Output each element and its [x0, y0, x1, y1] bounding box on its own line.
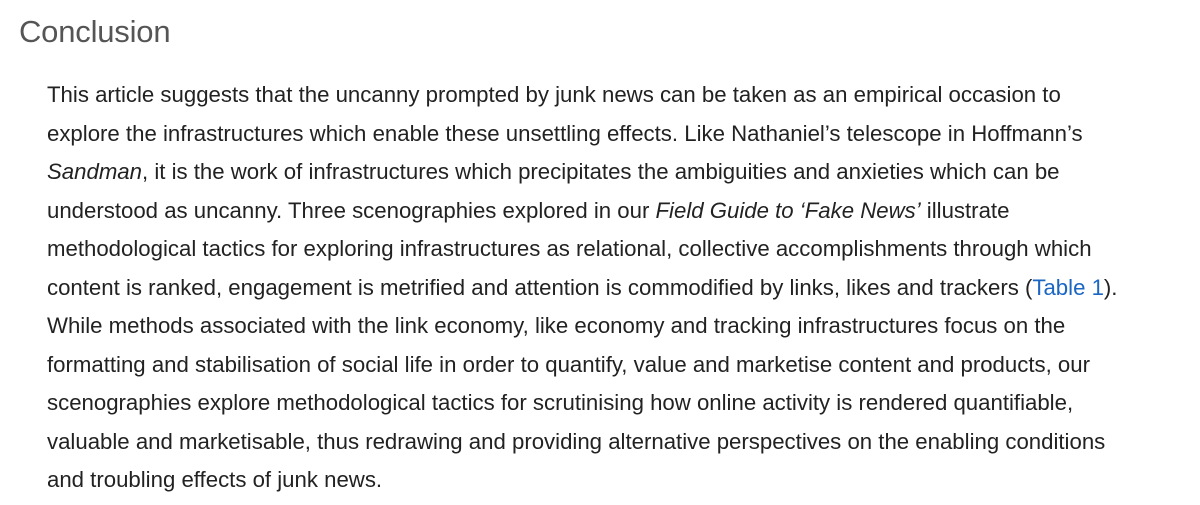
paragraph-line [47, 307, 1197, 346]
paragraph-line [47, 423, 1197, 462]
text-run: content is ranked, engagement is metrified and attention is commodified by links, likes and trackers ( [47, 274, 1033, 300]
text-run: This article suggests that the uncanny prompted by junk news can be taken as an empirical occasion to [47, 82, 1061, 107]
paragraph-line [47, 153, 1197, 192]
paragraph-line [47, 230, 1197, 269]
text-run: , it is the work of infrastructures which precipitates the ambiguities and anxieties which can be [141, 159, 1060, 184]
paragraph-line [47, 192, 1197, 231]
section-heading: Conclusion [19, 14, 171, 49]
italic-title: Sandman [47, 159, 142, 184]
paragraph-line [47, 115, 1197, 154]
text-run: valuable and marketisable, thus redrawing and providing alternative perspectives on the enabling conditions [47, 428, 1106, 454]
text-run: ). [1103, 274, 1118, 300]
text-run: understood as uncanny. Three scenographies explored in our [47, 197, 656, 223]
paragraph-line [47, 384, 1197, 423]
paragraph-line [47, 461, 1197, 500]
text-run: formatting and stabilisation of social life in order to quantify, value and marketise content and products, our [47, 351, 1090, 377]
paragraph-line [47, 346, 1197, 385]
table-1-link[interactable]: Table 1 [1032, 274, 1104, 300]
text-run: and troubling effects of junk news. [47, 467, 383, 492]
text-run: explore the infrastructures which enable these unsettling effects. Like Nathaniel’s telescope in Hoffmann’s [47, 120, 1083, 146]
paragraph-line [47, 269, 1197, 308]
italic-title: Field Guide to ‘Fake News’ [655, 197, 921, 223]
text-run: While methods associated with the link economy, like economy and tracking infrastructures focus on the [47, 313, 1066, 338]
paragraph-line [47, 76, 1197, 115]
text-run: illustrate [920, 197, 1010, 223]
conclusion-paragraph [47, 76, 1197, 500]
text-run: methodological tactics for exploring infrastructures as relational, collective accomplishments through which [47, 236, 1092, 261]
text-run: scenographies explore methodological tactics for scrutinising how online activity is rendered quantifiable, [47, 390, 1074, 415]
